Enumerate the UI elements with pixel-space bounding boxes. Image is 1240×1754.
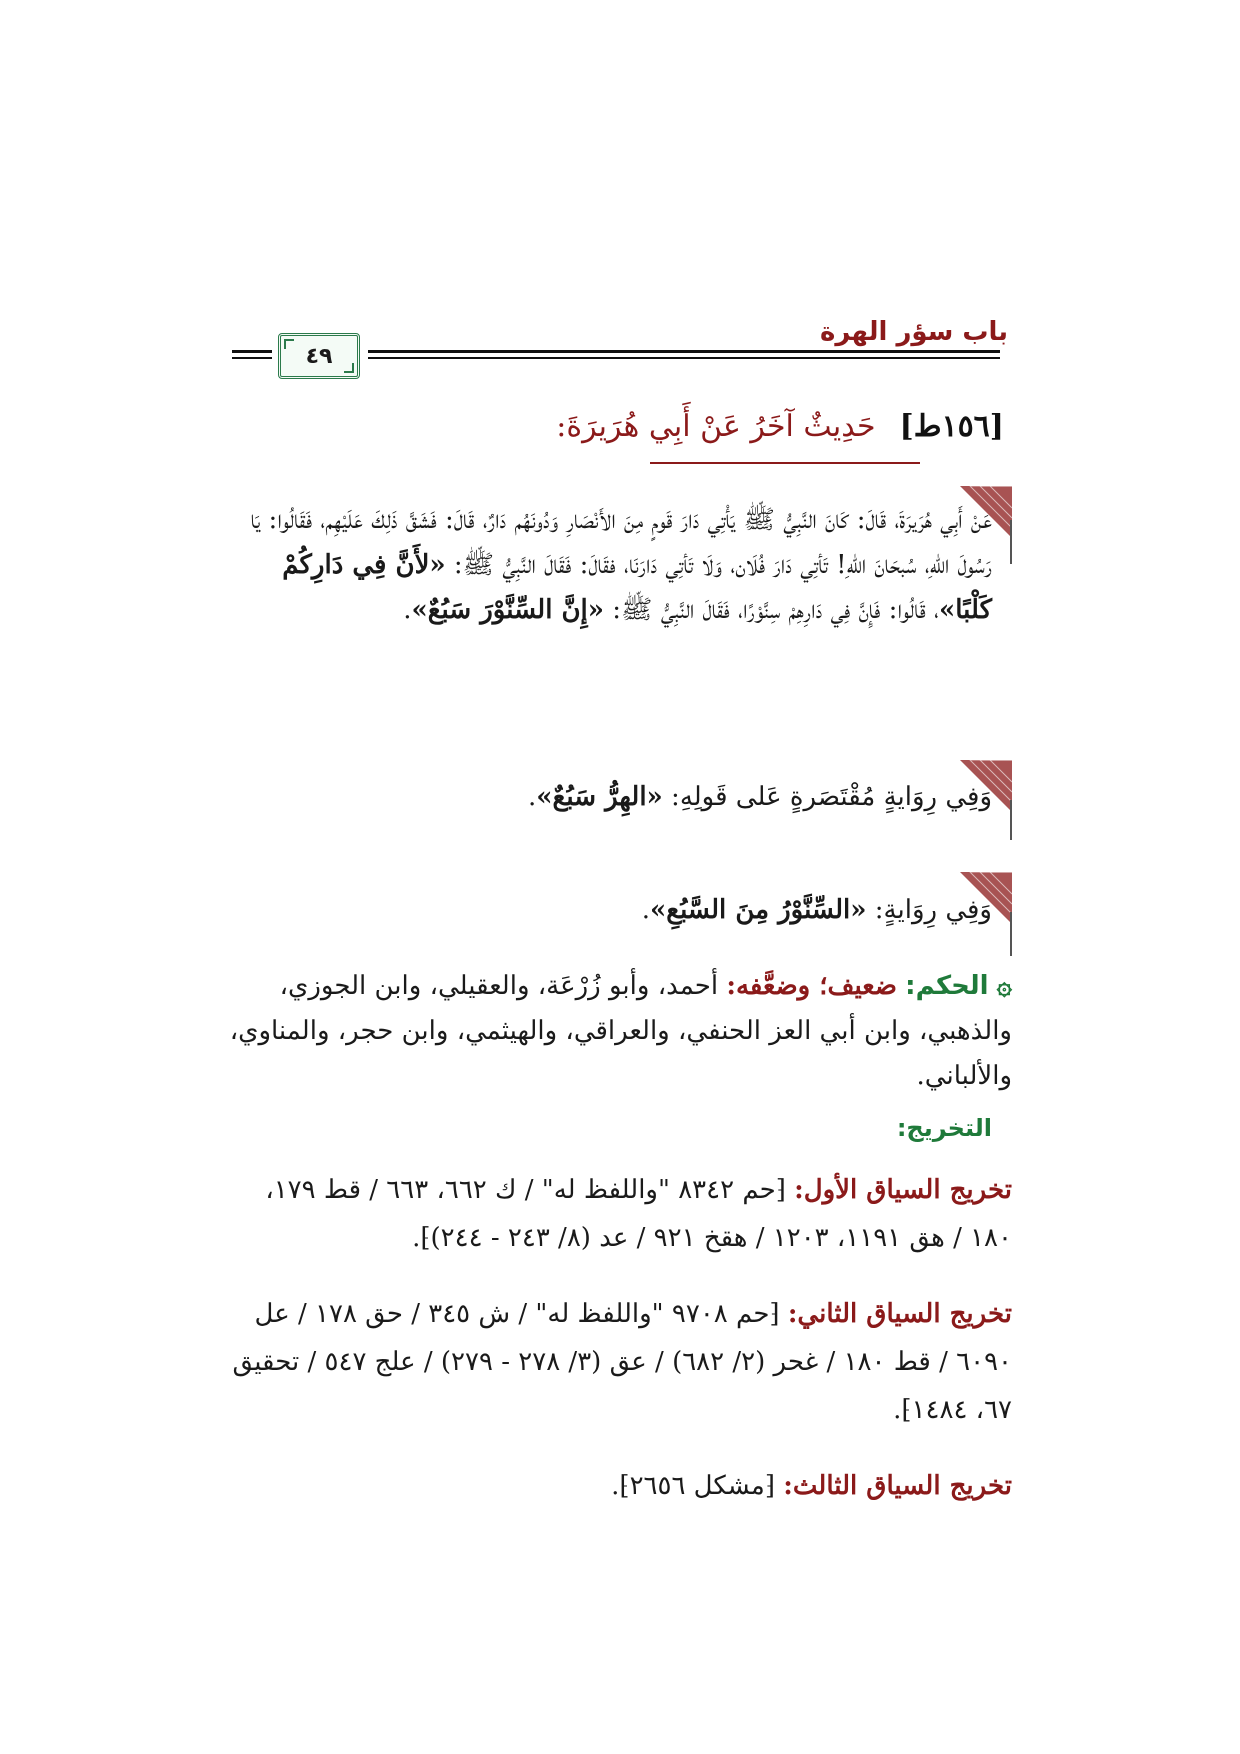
quote-prophet-1: «لأَنَّ فِي دَارِكُمْ كَلْبًا» [282,550,992,625]
hadith-heading [244,405,1004,449]
ruling-ornament-icon: ۞ [996,971,1012,1001]
ruling-paragraph [222,964,1012,1099]
takhrij-text: ⁅حم ٩٧٠٨ "واللفظ له" / ش ٣٤٥ / حق ١٧٨ / عل ٦٠٩٠ / قط ١٨٠ / غحر (٢/ ٦٨٢) / عق (٣/ ٢٧٨ - ٢٧٩) / علج ٥٤٧ / تحقيق ٦٧، ١٤٨٤⁆. [232,1299,1012,1425]
takhrij-label: تخريج السياق الثاني: [787,1299,1012,1329]
variant-1-text [230,775,1012,820]
takhrij-text: ⁅مشكل ٢٦٥٦⁆. [611,1471,784,1501]
variant-2-text [230,888,1012,933]
hadith-number: [١٥٦ط] [899,409,1004,444]
header-rule-right-top [368,350,1000,353]
header-rule-left-top [232,350,272,353]
takhrij-label: تخريج السياق الثالث: [783,1471,1012,1501]
heading-underline [650,462,920,464]
takhrij-item [222,1166,1012,1262]
page-number: ٤٩ [305,343,333,369]
takhrij-item [222,1462,1012,1510]
variant-1-end: . [528,782,537,812]
variant-1-part: وَفِي رِوَايةٍ مُقْتَصَرةٍ عَلى قَولِهِ: [662,782,992,812]
takhrij-text: ⁅حم ٨٣٤٢ "واللفظ له" / ك ٦٦٢، ٦٦٣ / قط ١٧٩، ١٨٠ / هق ١١٩١، ١٢٠٣ / هقخ ٩٢١ / عد (٨/ ٢٤٣ - ٢٤٤)⁆. [265,1175,1012,1253]
header-rule-right-bottom [368,357,1000,359]
narration-text [230,498,1012,633]
ruling-text: أحمد، وأبو زُرْعَة، والعقيلي، وابن الجوزي، والذهبي، وابن أبي العز الحنفي، والعراقي، والهيثمي، وابن حجر، والمناوي، والألباني. [229,971,1012,1091]
takhrij-heading: التخريج: [896,1114,992,1142]
variant-2-quote: «السِّنَّوْرُ مِنَ السَّبُعِ» [650,895,867,925]
takhrij-item [222,1290,1012,1434]
chapter-title: باب سؤر الهرة [820,317,1008,347]
narration-part: ، قَالُوا: فَإِنَّ فِي دَارِهِمْ سِنَّوْرًا، فَقَالَ النَّبِيُّ ﷺ: [604,595,939,625]
quote-prophet-2: «إِنَّ السِّنَّوْرَ سَبُعٌ» [411,595,605,625]
ruling-label: الحكم: [905,971,989,1001]
narration-end: . [403,595,412,625]
variant-2-part: وَفِي رِوَايةٍ: [866,895,992,925]
variant-1-quote: «الهِرُّ سَبُعٌ» [536,782,663,812]
takhrij-label: تخريج السياق الأول: [794,1175,1012,1205]
ruling-verdict: ضعيف؛ وضعَّفه: [726,971,897,1001]
variant-2-end: . [641,895,650,925]
hadith-title: حَدِيثٌ آخَرُ عَنْ أَبِي هُرَيرَةَ: [556,409,876,444]
narration-part: عَنْ أَبِي هُرَيرَةَ، قَالَ: كَانَ النَّبِيُّ ﷺ يَأْتِي دَارَ قَومٍ مِنَ الأَنْصَارِ وَدُونَهُم دَارٌ، قَالَ: فَشَقَّ ذَلِكَ عَلَيْهِم، فَقَالُوا: يَا رَسُولَ اللهِ، سُبحَانَ اللهِ! تَأتِي دَارَ فُلَان، وَلَا تَأتِي دَارَنَا، فقَالَ: فَقَالَ النَّبِيُّ ﷺ: [250,505,992,580]
page-number-badge [278,333,360,379]
header-rule-left-bottom [232,357,272,359]
